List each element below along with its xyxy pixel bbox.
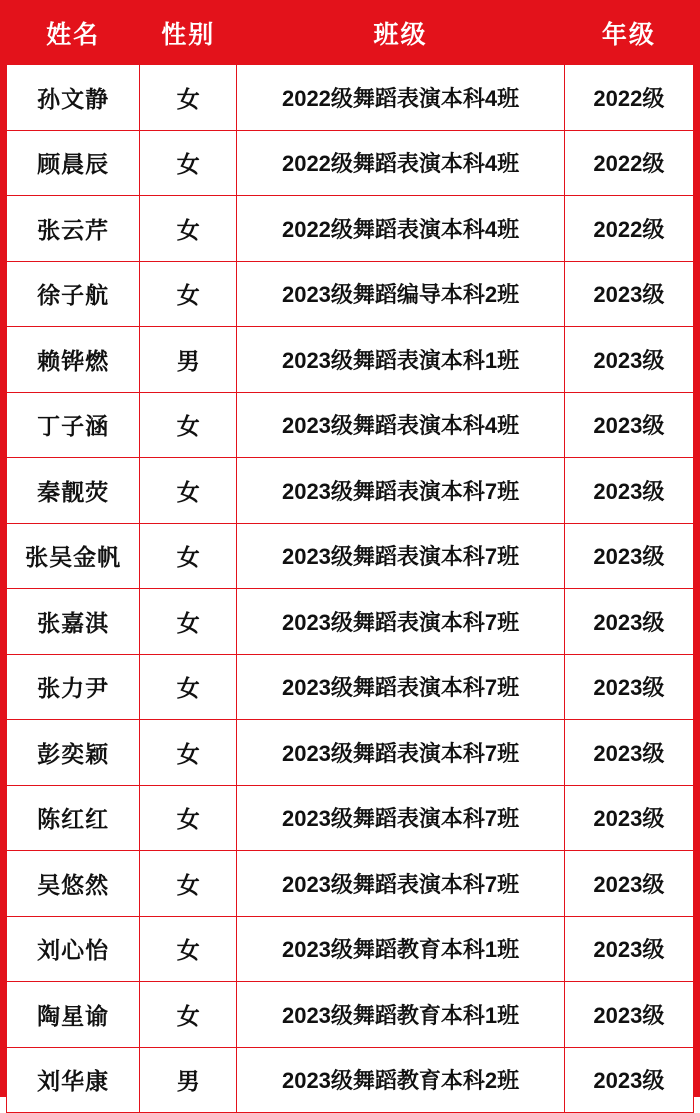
cell-grade: 2023级	[564, 1047, 693, 1113]
table-row	[7, 392, 694, 458]
column-header-gender: 性别	[140, 1, 237, 65]
cell-gender: 女	[140, 654, 237, 720]
cell-grade: 2023级	[564, 916, 693, 982]
cell-gender: 女	[140, 65, 237, 131]
table-row	[7, 261, 694, 327]
table-row	[7, 589, 694, 655]
cell-class: 2023级舞蹈表演本科4班	[237, 392, 564, 458]
cell-grade: 2023级	[564, 392, 693, 458]
cell-class: 2022级舞蹈表演本科4班	[237, 196, 564, 262]
cell-class: 2023级舞蹈表演本科7班	[237, 785, 564, 851]
cell-name: 陶星谕	[7, 982, 140, 1048]
table-row	[7, 196, 694, 262]
column-header-class: 班级	[237, 1, 564, 65]
cell-grade: 2023级	[564, 851, 693, 917]
cell-grade: 2022级	[564, 196, 693, 262]
cell-gender: 女	[140, 130, 237, 196]
column-header-name: 姓名	[7, 1, 140, 65]
cell-grade: 2023级	[564, 982, 693, 1048]
table-row	[7, 785, 694, 851]
cell-class: 2023级舞蹈表演本科7班	[237, 458, 564, 524]
cell-grade: 2023级	[564, 589, 693, 655]
cell-class: 2022级舞蹈表演本科4班	[237, 65, 564, 131]
table-row	[7, 720, 694, 786]
cell-name: 刘心怡	[7, 916, 140, 982]
cell-gender: 女	[140, 982, 237, 1048]
cell-class: 2023级舞蹈教育本科2班	[237, 1047, 564, 1113]
cell-name: 陈红红	[7, 785, 140, 851]
cell-class: 2023级舞蹈表演本科7班	[237, 851, 564, 917]
cell-grade: 2023级	[564, 654, 693, 720]
table-row	[7, 1047, 694, 1113]
cell-name: 赖铧燃	[7, 327, 140, 393]
table-row	[7, 916, 694, 982]
table-header-row	[7, 1, 694, 65]
cell-gender: 女	[140, 458, 237, 524]
cell-grade: 2023级	[564, 458, 693, 524]
table-row	[7, 523, 694, 589]
cell-name: 秦靓荧	[7, 458, 140, 524]
cell-gender: 男	[140, 1047, 237, 1113]
cell-grade: 2022级	[564, 130, 693, 196]
table-row	[7, 654, 694, 720]
cell-class: 2023级舞蹈教育本科1班	[237, 982, 564, 1048]
table-row	[7, 851, 694, 917]
cell-gender: 女	[140, 392, 237, 458]
table-row	[7, 65, 694, 131]
table-row	[7, 130, 694, 196]
cell-grade: 2023级	[564, 785, 693, 851]
cell-grade: 2022级	[564, 65, 693, 131]
table-row	[7, 982, 694, 1048]
cell-grade: 2023级	[564, 720, 693, 786]
cell-class: 2022级舞蹈表演本科4班	[237, 130, 564, 196]
cell-class: 2023级舞蹈表演本科7班	[237, 523, 564, 589]
cell-gender: 女	[140, 523, 237, 589]
cell-class: 2023级舞蹈表演本科7班	[237, 720, 564, 786]
cell-name: 徐子航	[7, 261, 140, 327]
student-roster-table	[6, 0, 694, 1113]
cell-name: 彭奕颖	[7, 720, 140, 786]
table-row	[7, 327, 694, 393]
cell-gender: 女	[140, 916, 237, 982]
cell-name: 张力尹	[7, 654, 140, 720]
cell-name: 张嘉淇	[7, 589, 140, 655]
table-body	[7, 65, 694, 1113]
cell-class: 2023级舞蹈表演本科7班	[237, 589, 564, 655]
cell-grade: 2023级	[564, 327, 693, 393]
cell-grade: 2023级	[564, 523, 693, 589]
table-header	[7, 1, 694, 65]
cell-name: 张云芹	[7, 196, 140, 262]
cell-name: 张吴金帆	[7, 523, 140, 589]
cell-class: 2023级舞蹈编导本科2班	[237, 261, 564, 327]
cell-class: 2023级舞蹈教育本科1班	[237, 916, 564, 982]
cell-gender: 女	[140, 720, 237, 786]
cell-name: 刘华康	[7, 1047, 140, 1113]
table-row	[7, 458, 694, 524]
column-header-grade: 年级	[564, 1, 693, 65]
cell-gender: 女	[140, 785, 237, 851]
cell-class: 2023级舞蹈表演本科7班	[237, 654, 564, 720]
cell-gender: 女	[140, 196, 237, 262]
cell-name: 吴悠然	[7, 851, 140, 917]
cell-gender: 男	[140, 327, 237, 393]
cell-class: 2023级舞蹈表演本科1班	[237, 327, 564, 393]
cell-gender: 女	[140, 851, 237, 917]
cell-name: 顾晨辰	[7, 130, 140, 196]
cell-name: 孙文静	[7, 65, 140, 131]
cell-name: 丁子涵	[7, 392, 140, 458]
cell-gender: 女	[140, 589, 237, 655]
cell-grade: 2023级	[564, 261, 693, 327]
cell-gender: 女	[140, 261, 237, 327]
